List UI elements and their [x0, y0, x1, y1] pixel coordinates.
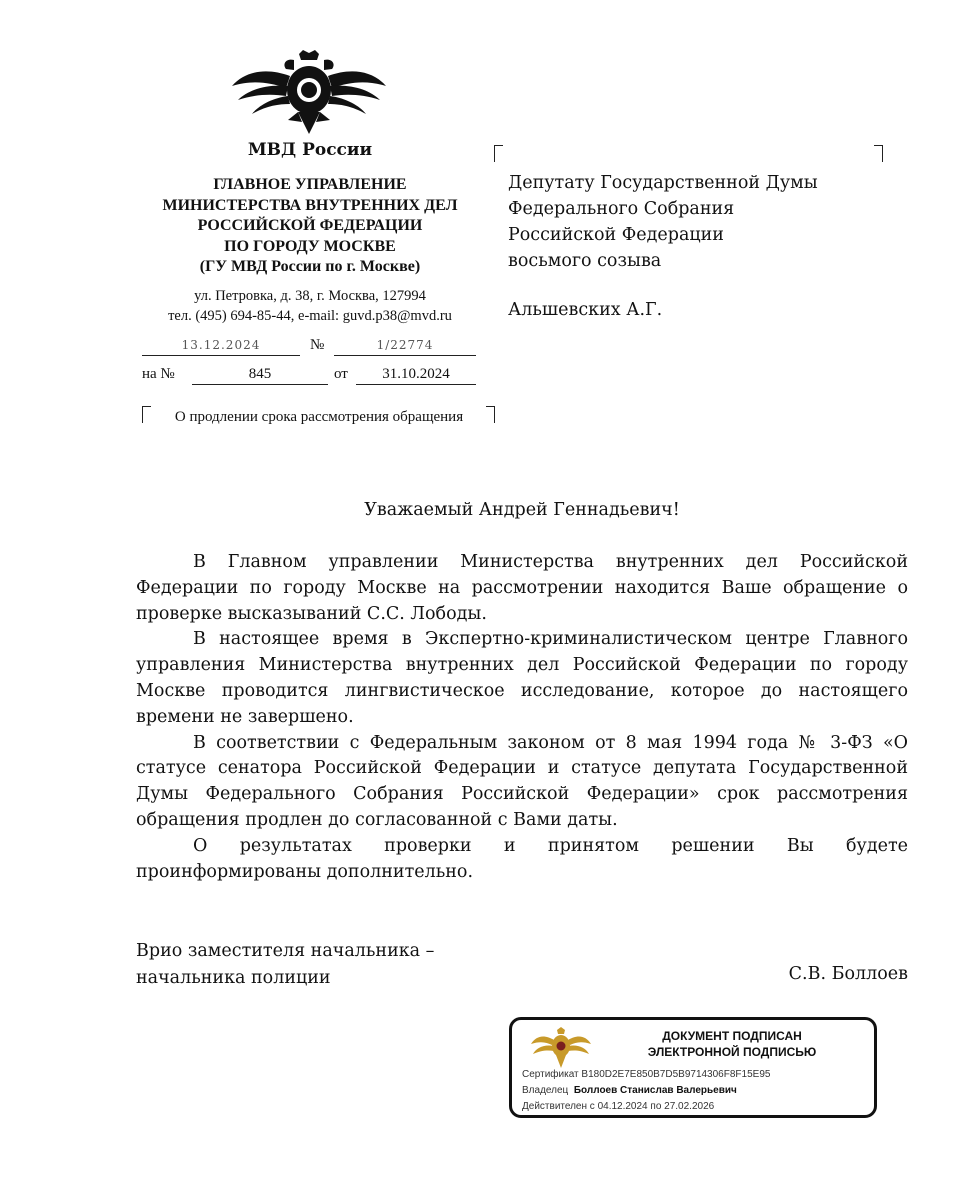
addressee-block	[508, 170, 818, 274]
corner-bracket	[142, 406, 151, 423]
certificate-line	[522, 1069, 770, 1080]
ref-date: 31.10.2024	[356, 366, 476, 385]
phone-email: тел. (495) 694-85-44, e-mail: guvd.p38@mvd.ru	[168, 308, 452, 324]
department-line: РОССИЙСКОЙ ФЕДЕРАЦИИ	[197, 217, 423, 234]
stamp-title	[592, 1028, 872, 1060]
paragraph: О результатах проверки и принятом решении Вы будете проинформированы дополнительно.	[136, 835, 908, 882]
from-label: от	[334, 366, 348, 382]
stamp-emblem-icon	[530, 1026, 592, 1070]
signatory-name: С.В. Боллоев	[788, 964, 908, 984]
validity-line: Действителен с 04.12.2024 по 27.02.2026	[522, 1101, 715, 1112]
number-label: №	[310, 337, 325, 353]
paragraph: В соответствии с Федеральным законом от 8 мая 1994 года № 3-ФЗ «О статусе сенатора Российской Федерации и статусе депутата Государственной Думы Федерального Собрания Российской Федерации» срок рассмотрения обращения продлен до согласованной с Вами даты.	[136, 732, 908, 830]
outgoing-date: 13.12.2024	[142, 338, 300, 356]
addressee-line: Депутату Государственной Думы	[508, 173, 818, 193]
signatory-title-line: начальника полиции	[136, 968, 331, 988]
owner-value: Боллоев Станислав Валерьевич	[573, 1085, 737, 1096]
addressee-line: Федерального Собрания	[508, 199, 735, 219]
owner-label: Владелец	[522, 1085, 569, 1096]
department-abbreviation: (ГУ МВД России по г. Москве)	[199, 258, 421, 275]
addressee-name: Альшевских А.Г.	[508, 300, 663, 320]
owner-line	[522, 1085, 737, 1096]
greeting: Уважаемый Андрей Геннадьевич!	[364, 500, 680, 520]
paragraph: В настоящее время в Экспертно-криминалистическом центре Главного управления Министерства внутренних дел Российской Федерации по городу Москве проводится лингвистическое исследование, которое до настоящего времени не завершено.	[136, 629, 908, 727]
department-block	[140, 175, 480, 278]
certificate-value: B180D2E7E850B7D5B9714306F8F15E95	[581, 1069, 771, 1080]
signatory-title	[136, 938, 434, 992]
corner-bracket	[494, 145, 503, 162]
corner-bracket	[874, 145, 883, 162]
addressee-line: восьмого созыва	[508, 251, 662, 271]
electronic-signature-stamp	[509, 1017, 877, 1118]
paragraph: В Главном управлении Министерства внутренних дел Российской Федерации по городу Москве на рассмотрении находится Ваше обращение о проверке высказываний С.С. Лободы.	[136, 552, 908, 624]
outgoing-number: 1/22774	[334, 338, 476, 356]
stamp-title-line: ЭЛЕКТРОННОЙ ПОДПИСЬЮ	[647, 1045, 817, 1059]
department-line: МИНИСТЕРСТВА ВНУТРЕННИХ ДЕЛ	[162, 196, 458, 214]
address: ул. Петровка, д. 38, г. Москва, 127994	[194, 288, 426, 304]
letter-body	[136, 550, 908, 885]
department-line: ГЛАВНОЕ УПРАВЛЕНИЕ	[213, 176, 407, 193]
ref-number: 845	[192, 366, 328, 385]
addressee-line: Российской Федерации	[508, 225, 724, 245]
letter-subject: О продлении срока рассмотрения обращения	[174, 409, 464, 425]
contacts-block	[140, 286, 480, 326]
stamp-title-line: ДОКУМЕНТ ПОДПИСАН	[662, 1029, 802, 1043]
department-line: ПО ГОРОДУ МОСКВЕ	[224, 237, 396, 255]
certificate-label: Сертификат	[522, 1069, 579, 1080]
organization-name: МВД России	[247, 140, 373, 160]
corner-bracket	[486, 406, 495, 423]
mvd-emblem-icon	[228, 50, 390, 136]
signatory-title-line: Врио заместителя начальника –	[136, 941, 435, 961]
ref-label: на №	[142, 366, 175, 382]
